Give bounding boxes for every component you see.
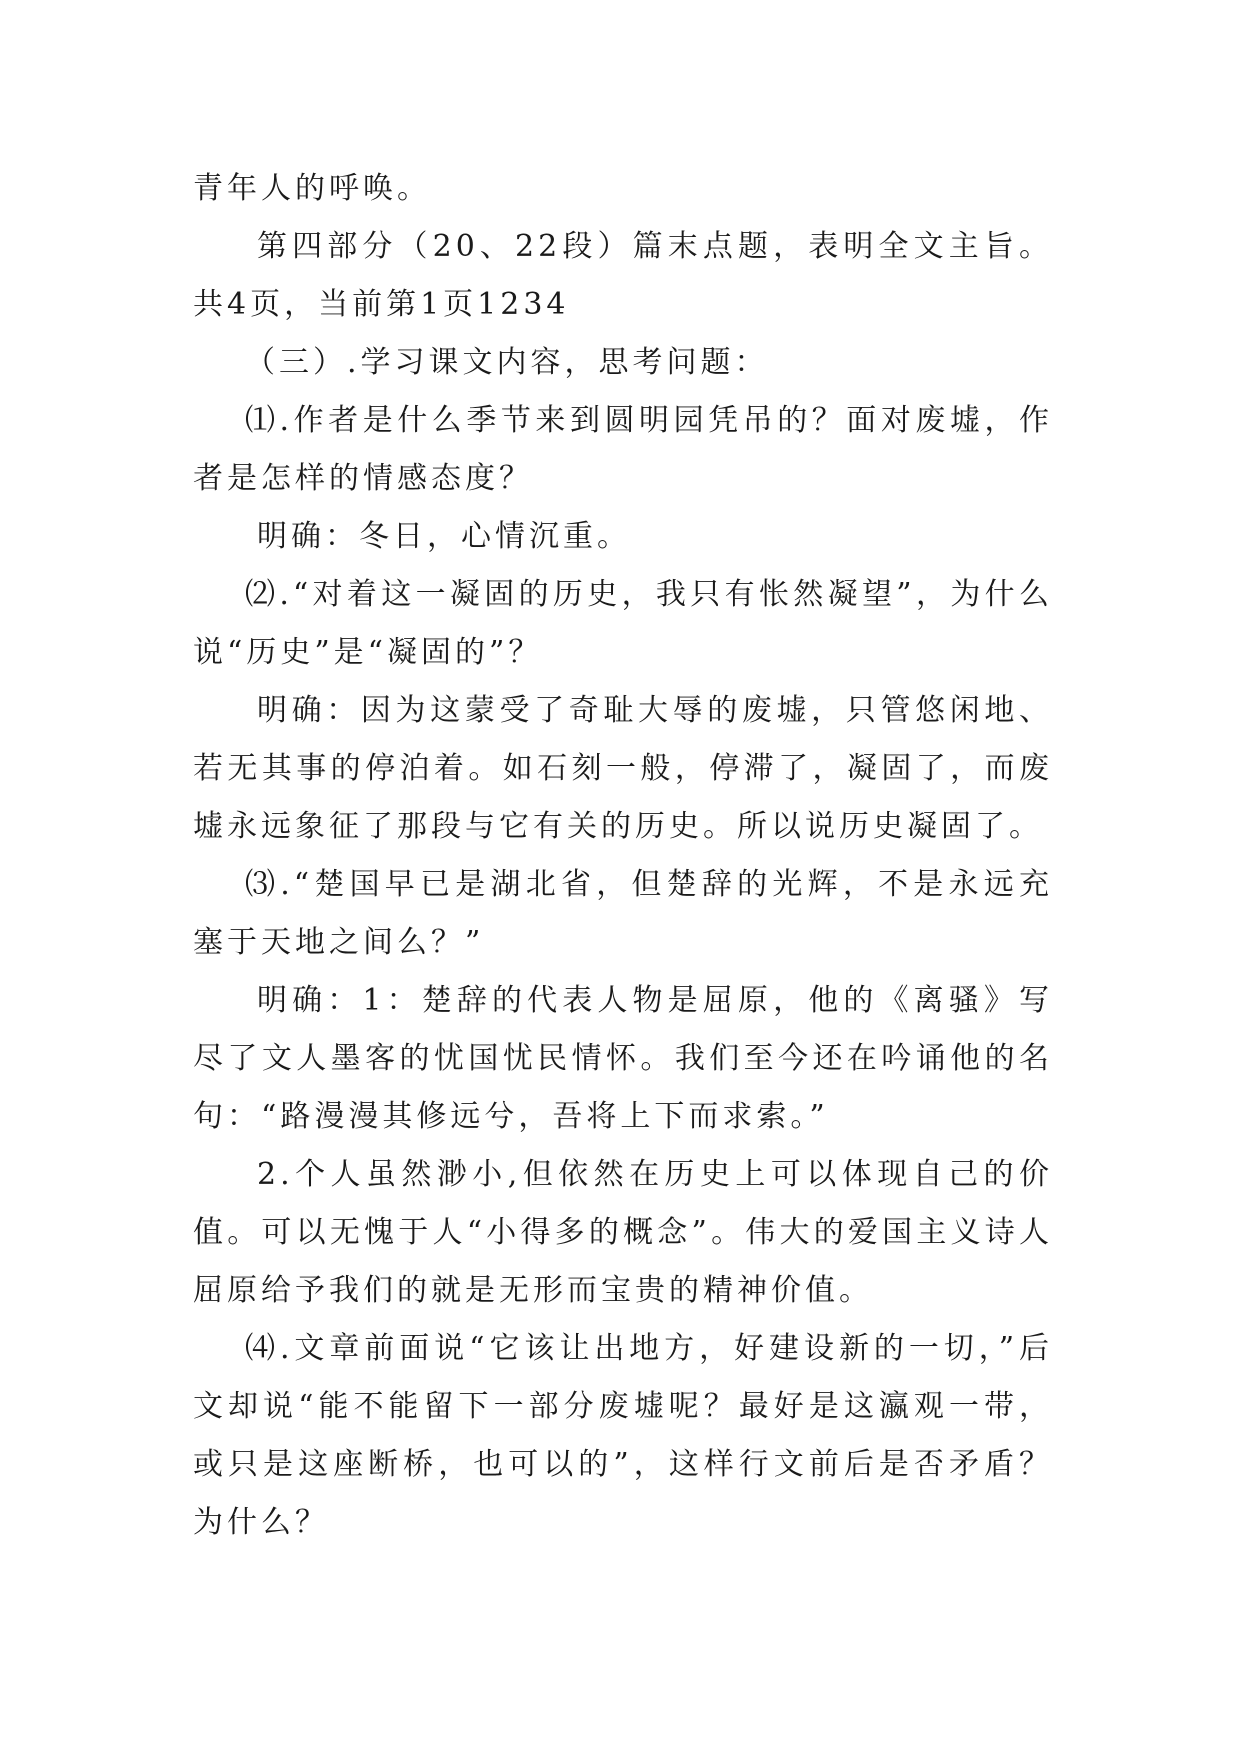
answer-1: 明确：冬日，心情沉重。 <box>257 519 631 554</box>
document-body <box>193 160 1053 1552</box>
question-1: ⑴.作者是什么季节来到圆明园凭吊的？面对废墟，作者是怎样的情感态度？ <box>193 403 1053 496</box>
answer-3-point-1: 明确：1：楚辞的代表人物是屈原，他的《离骚》写尽了文人墨客的忧国忧民情怀。我们至今还在吟诵他的名句：“路漫漫其修远兮，吾将上下而求索。” <box>193 983 1053 1134</box>
answer-3-point-2: 2.个人虽然渺小,但依然在历史上可以体现自己的价值。可以无愧于人“小得多的概念”。伟大的爱国主义诗人屈原给予我们的就是无形而宝贵的精神价值。 <box>193 1157 1053 1308</box>
paragraph-continuation: 青年人的呼唤。 <box>193 171 431 206</box>
question-4: ⑷.文章前面说“它该让出地方，好建设新的一切，”后文却说“能不能留下一部分废墟呢？最好是这瀛观一带，或只是这座断桥，也可以的”，这样行文前后是否矛盾？为什么？ <box>193 1331 1053 1540</box>
question-2: ⑵.“对着这一凝固的历史，我只有怅然凝望”，为什么说“历史”是“凝固的”？ <box>193 577 1053 670</box>
question-3: ⑶.“楚国早已是湖北省，但楚辞的光辉，不是永远充塞于天地之间么？” <box>193 867 1053 960</box>
answer-2: 明确：因为这蒙受了奇耻大辱的废墟，只管悠闲地、若无其事的停泊着。如石刻一般，停滞了，凝固了，而废墟永远象征了那段与它有关的历史。所以说历史凝固了。 <box>193 693 1053 844</box>
section-heading-three: （三）.学习课文内容，思考问题： <box>245 345 769 380</box>
paragraph-part-four: 第四部分（20、22段）篇末点题，表明全文主旨。共4页，当前第1页1234 <box>193 229 1053 322</box>
